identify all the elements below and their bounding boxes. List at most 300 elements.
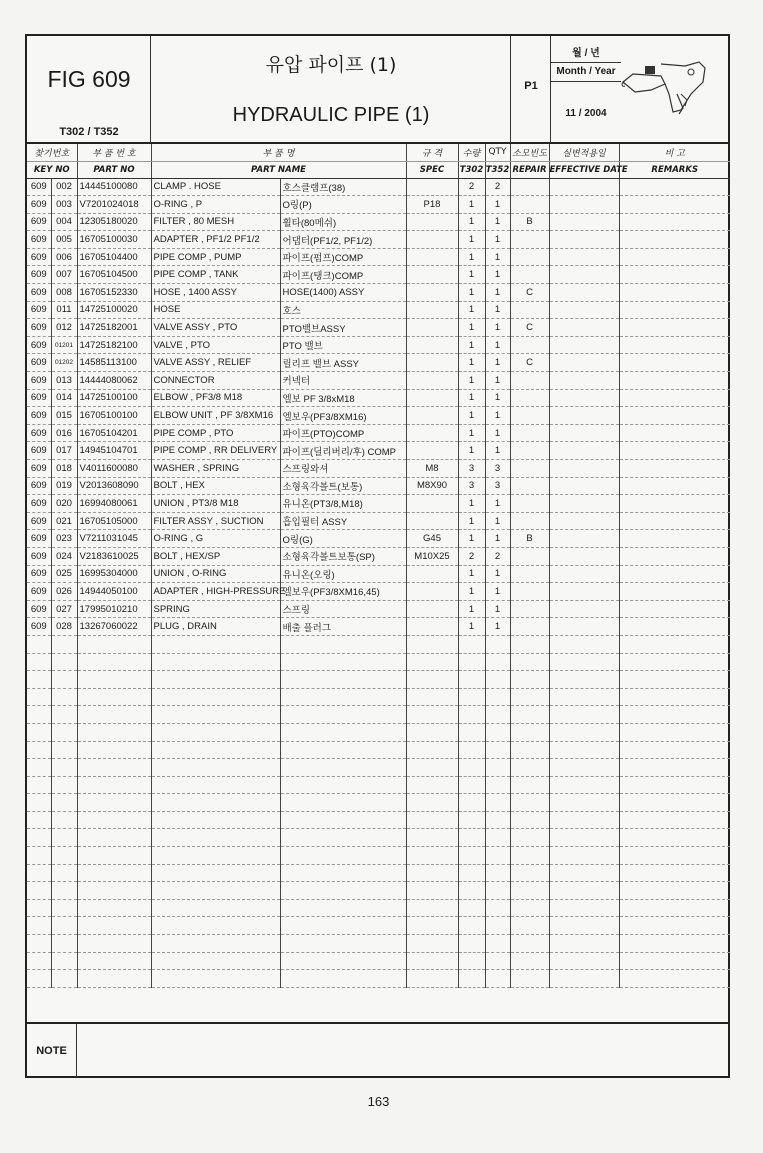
blank-cell [27, 935, 51, 953]
blank-cell [27, 829, 51, 847]
remarks [619, 600, 730, 618]
figure-box [27, 36, 151, 144]
blank-cell [458, 706, 485, 724]
blank-cell [51, 811, 77, 829]
blank-cell [77, 776, 151, 794]
key-prefix: 609 [27, 460, 51, 478]
blank-cell [510, 864, 549, 882]
blank-cell [51, 741, 77, 759]
spec [406, 600, 458, 618]
part-name-ko: 호스 [280, 301, 406, 319]
blank-cell [485, 688, 510, 706]
blank-cell [619, 706, 730, 724]
table-row [27, 530, 730, 548]
blank-cell [151, 811, 280, 829]
col-qty-en: QTY [485, 144, 510, 161]
part-number: 13267060022 [77, 618, 151, 636]
key-number: 018 [51, 460, 77, 478]
effective-date [549, 231, 619, 249]
blank-cell [77, 794, 151, 812]
spec: M8X90 [406, 477, 458, 495]
blank-cell [406, 882, 458, 900]
key-number: 002 [51, 178, 77, 196]
part-number: 14944050100 [77, 583, 151, 601]
note-label: NOTE [27, 1024, 77, 1078]
blank-cell [27, 741, 51, 759]
col-t302: T302 [458, 161, 485, 178]
key-number: 011 [51, 301, 77, 319]
table-row [27, 196, 730, 214]
blank-cell [485, 847, 510, 865]
part-name-en: FILTER , 80 MESH [151, 213, 280, 231]
col-part-no-en: PART NO [77, 161, 151, 178]
blank-cell [619, 970, 730, 988]
blank-cell [280, 811, 406, 829]
effective-date [549, 178, 619, 196]
key-prefix: 609 [27, 319, 51, 337]
blank-cell [280, 794, 406, 812]
blank-row [27, 671, 730, 689]
table-row [27, 213, 730, 231]
qty-t352: 1 [485, 231, 510, 249]
part-number: 14445100080 [77, 178, 151, 196]
remarks [619, 284, 730, 302]
part-name-ko: 릴리프 밸브 ASSY [280, 354, 406, 372]
key-prefix: 609 [27, 565, 51, 583]
blank-cell [549, 917, 619, 935]
blank-cell [280, 723, 406, 741]
part-name-en: WASHER , SPRING [151, 460, 280, 478]
blank-cell [510, 811, 549, 829]
title-korean: 유압 파이프 (1) [265, 54, 397, 76]
qty-t302: 1 [458, 213, 485, 231]
col-spec-en: SPEC [406, 161, 458, 178]
blank-cell [151, 847, 280, 865]
part-name-ko: 커넥터 [280, 372, 406, 390]
blank-cell [151, 917, 280, 935]
qty-t302: 1 [458, 512, 485, 530]
blank-cell [27, 811, 51, 829]
spec [406, 231, 458, 249]
blank-cell [510, 759, 549, 777]
effective-date [549, 319, 619, 337]
blank-cell [27, 759, 51, 777]
part-name-ko: O링(P) [280, 196, 406, 214]
qty-t352: 2 [485, 547, 510, 565]
blank-cell [280, 917, 406, 935]
effective-date [549, 565, 619, 583]
key-prefix: 609 [27, 495, 51, 513]
blank-cell [280, 688, 406, 706]
blank-cell [549, 635, 619, 653]
blank-cell [619, 635, 730, 653]
key-prefix: 609 [27, 477, 51, 495]
qty-t302: 1 [458, 583, 485, 601]
key-number: 01202 [51, 354, 77, 372]
remarks [619, 512, 730, 530]
key-prefix: 609 [27, 336, 51, 354]
effective-date [549, 547, 619, 565]
qty-t302: 1 [458, 442, 485, 460]
qty-t302: 3 [458, 460, 485, 478]
blank-cell [51, 899, 77, 917]
blank-cell [510, 882, 549, 900]
blank-cell [458, 811, 485, 829]
blank-cell [280, 776, 406, 794]
blank-cell [151, 952, 280, 970]
blank-cell [549, 970, 619, 988]
blank-cell [510, 899, 549, 917]
repair [510, 389, 549, 407]
blank-cell [510, 741, 549, 759]
note-box [27, 1022, 730, 1076]
spec: M8 [406, 460, 458, 478]
key-prefix: 609 [27, 407, 51, 425]
table-row [27, 618, 730, 636]
remarks [619, 266, 730, 284]
qty-t302: 1 [458, 301, 485, 319]
key-number: 017 [51, 442, 77, 460]
part-name-ko: 휠타(80메쉬) [280, 213, 406, 231]
table-row [27, 319, 730, 337]
qty-t302: 1 [458, 196, 485, 214]
part-name-ko: HOSE(1400) ASSY [280, 284, 406, 302]
key-number: 008 [51, 284, 77, 302]
blank-row [27, 952, 730, 970]
key-number: 026 [51, 583, 77, 601]
blank-row [27, 776, 730, 794]
part-name-ko: 파이프(탱크)COMP [280, 266, 406, 284]
table-row [27, 547, 730, 565]
blank-cell [406, 847, 458, 865]
part-number: V2013608090 [77, 477, 151, 495]
blank-cell [619, 811, 730, 829]
repair [510, 407, 549, 425]
blank-cell [549, 882, 619, 900]
col-effective-en: EFFECTIVE DATE [549, 161, 619, 178]
remarks [619, 301, 730, 319]
key-prefix: 609 [27, 530, 51, 548]
blank-cell [280, 847, 406, 865]
part-number: 12305180020 [77, 213, 151, 231]
col-t352: T352 [485, 161, 510, 178]
part-name-ko: 흡입필터 ASSY [280, 512, 406, 530]
table-row [27, 460, 730, 478]
blank-row [27, 653, 730, 671]
blank-cell [549, 759, 619, 777]
key-number: 01201 [51, 336, 77, 354]
repair [510, 372, 549, 390]
remarks [619, 213, 730, 231]
blank-cell [27, 776, 51, 794]
blank-cell [151, 899, 280, 917]
key-prefix: 609 [27, 389, 51, 407]
part-name-ko: 어댑터(PF1/2, PF1/2) [280, 231, 406, 249]
blank-cell [458, 952, 485, 970]
key-prefix: 609 [27, 284, 51, 302]
blank-cell [510, 794, 549, 812]
blank-cell [510, 635, 549, 653]
effective-date [549, 618, 619, 636]
qty-t352: 1 [485, 600, 510, 618]
blank-cell [619, 688, 730, 706]
part-name-en: ADAPTER , HIGH-PRESSURE [151, 583, 280, 601]
qty-t302: 1 [458, 530, 485, 548]
blank-cell [280, 671, 406, 689]
blank-cell [51, 935, 77, 953]
blank-cell [549, 723, 619, 741]
key-number: 012 [51, 319, 77, 337]
blank-cell [510, 723, 549, 741]
part-name-en: PIPE COMP , PUMP [151, 248, 280, 266]
part-name-ko: 엘보우(PF3/8XM16,45) [280, 583, 406, 601]
key-prefix: 609 [27, 178, 51, 196]
qty-t352: 1 [485, 301, 510, 319]
spec [406, 618, 458, 636]
blank-cell [151, 635, 280, 653]
remarks [619, 477, 730, 495]
col-key-ko: 찾기번호 [27, 144, 77, 161]
repair [510, 495, 549, 513]
key-number: 004 [51, 213, 77, 231]
blank-cell [77, 935, 151, 953]
effective-date [549, 477, 619, 495]
col-effective-ko: 실변적용일 [549, 144, 619, 161]
blank-row [27, 811, 730, 829]
blank-row [27, 882, 730, 900]
blank-cell [51, 864, 77, 882]
parts-table-body [27, 178, 730, 987]
qty-t302: 1 [458, 389, 485, 407]
qty-t302: 1 [458, 354, 485, 372]
blank-cell [77, 653, 151, 671]
qty-t352: 1 [485, 618, 510, 636]
part-name-ko: 소형육각볼트(보통) [280, 477, 406, 495]
repair [510, 477, 549, 495]
part-number: 14945104701 [77, 442, 151, 460]
spec: G45 [406, 530, 458, 548]
repair: C [510, 284, 549, 302]
part-number: V7211031045 [77, 530, 151, 548]
qty-t302: 1 [458, 495, 485, 513]
blank-cell [619, 653, 730, 671]
spec [406, 512, 458, 530]
blank-row [27, 706, 730, 724]
blank-cell [27, 635, 51, 653]
remarks [619, 407, 730, 425]
blank-row [27, 635, 730, 653]
part-name-en: CONNECTOR [151, 372, 280, 390]
blank-cell [77, 688, 151, 706]
blank-cell [151, 935, 280, 953]
spec [406, 319, 458, 337]
spec [406, 372, 458, 390]
blank-cell [280, 635, 406, 653]
qty-t352: 1 [485, 495, 510, 513]
blank-cell [27, 952, 51, 970]
blank-cell [77, 811, 151, 829]
part-number: V4011600080 [77, 460, 151, 478]
part-name-ko: 엘보 PF 3/8xM18 [280, 389, 406, 407]
table-row [27, 512, 730, 530]
remarks [619, 231, 730, 249]
blank-cell [151, 671, 280, 689]
qty-t352: 1 [485, 213, 510, 231]
blank-row [27, 759, 730, 777]
qty-t352: 3 [485, 477, 510, 495]
col-remarks-ko: 비 고 [619, 144, 730, 161]
blank-cell [510, 688, 549, 706]
blank-cell [406, 899, 458, 917]
blank-cell [77, 829, 151, 847]
key-number: 028 [51, 618, 77, 636]
part-name-en: HOSE , 1400 ASSY [151, 284, 280, 302]
qty-t352: 1 [485, 407, 510, 425]
effective-date [549, 460, 619, 478]
key-number: 019 [51, 477, 77, 495]
blank-cell [485, 671, 510, 689]
key-prefix: 609 [27, 512, 51, 530]
effective-date [549, 512, 619, 530]
qty-t302: 1 [458, 266, 485, 284]
blank-cell [510, 829, 549, 847]
blank-cell [619, 776, 730, 794]
blank-cell [406, 776, 458, 794]
part-number: 16705100100 [77, 407, 151, 425]
blank-cell [27, 847, 51, 865]
part-name-ko: 스프링와셔 [280, 460, 406, 478]
qty-t302: 1 [458, 372, 485, 390]
key-prefix: 609 [27, 583, 51, 601]
spec [406, 442, 458, 460]
remarks [619, 336, 730, 354]
blank-cell [549, 794, 619, 812]
repair: B [510, 530, 549, 548]
blank-cell [77, 759, 151, 777]
date-box [551, 36, 621, 144]
spec [406, 266, 458, 284]
blank-cell [485, 882, 510, 900]
key-prefix: 609 [27, 248, 51, 266]
blank-cell [280, 759, 406, 777]
blank-cell [549, 671, 619, 689]
spec [406, 389, 458, 407]
qty-t352: 1 [485, 284, 510, 302]
blank-cell [619, 847, 730, 865]
date-value: 11 / 2004 [565, 108, 607, 119]
blank-row [27, 829, 730, 847]
part-name-en: ADAPTER , PF1/2 PF1/2 [151, 231, 280, 249]
part-name-ko: 소형육각볼트보통(SP) [280, 547, 406, 565]
part-name-ko: 파이프(딜리버리/후) COMP [280, 442, 406, 460]
part-number: 16705100030 [77, 231, 151, 249]
blank-cell [51, 952, 77, 970]
table-row [27, 266, 730, 284]
effective-date [549, 495, 619, 513]
table-row [27, 407, 730, 425]
blank-cell [485, 776, 510, 794]
qty-t302: 1 [458, 424, 485, 442]
blank-cell [510, 952, 549, 970]
blank-cell [151, 653, 280, 671]
blank-cell [406, 688, 458, 706]
blank-cell [549, 741, 619, 759]
key-prefix: 609 [27, 231, 51, 249]
blank-cell [458, 723, 485, 741]
blank-cell [27, 723, 51, 741]
key-prefix: 609 [27, 424, 51, 442]
remarks [619, 354, 730, 372]
blank-cell [485, 741, 510, 759]
remarks [619, 248, 730, 266]
part-name-ko: 유니온(오링) [280, 565, 406, 583]
sheet-page-number: P1 [524, 80, 538, 92]
spec [406, 213, 458, 231]
repair [510, 231, 549, 249]
blank-row [27, 847, 730, 865]
remarks [619, 319, 730, 337]
key-number: 023 [51, 530, 77, 548]
repair: C [510, 319, 549, 337]
part-name-en: HOSE [151, 301, 280, 319]
key-prefix: 609 [27, 354, 51, 372]
blank-cell [151, 864, 280, 882]
repair [510, 460, 549, 478]
qty-t352: 1 [485, 248, 510, 266]
table-row [27, 178, 730, 196]
spec [406, 424, 458, 442]
qty-t302: 2 [458, 547, 485, 565]
col-qty-ko: 수량 [458, 144, 485, 161]
tractor-logo [621, 36, 730, 144]
repair [510, 266, 549, 284]
title-english: HYDRAULIC PIPE (1) [232, 104, 430, 126]
effective-date [549, 301, 619, 319]
blank-cell [77, 635, 151, 653]
effective-date [549, 583, 619, 601]
blank-cell [458, 759, 485, 777]
part-name-en: PIPE COMP , RR DELIVERY [151, 442, 280, 460]
blank-cell [549, 847, 619, 865]
blank-cell [549, 706, 619, 724]
part-name-en: FILTER ASSY , SUCTION [151, 512, 280, 530]
repair [510, 512, 549, 530]
blank-cell [619, 829, 730, 847]
col-key-en: KEY NO [27, 161, 77, 178]
key-number: 014 [51, 389, 77, 407]
blank-cell [27, 653, 51, 671]
blank-cell [406, 706, 458, 724]
key-number: 027 [51, 600, 77, 618]
qty-t302: 1 [458, 248, 485, 266]
blank-cell [458, 635, 485, 653]
blank-cell [151, 688, 280, 706]
part-name-ko: 파이프(펌프)COMP [280, 248, 406, 266]
remarks [619, 547, 730, 565]
repair [510, 196, 549, 214]
qty-t302: 3 [458, 477, 485, 495]
col-name-en: PART NAME [151, 161, 406, 178]
table-row [27, 248, 730, 266]
table-row [27, 336, 730, 354]
qty-t352: 1 [485, 424, 510, 442]
blank-cell [458, 776, 485, 794]
col-repair-en: REPAIR [510, 161, 549, 178]
part-name-en: UNION , PT3/8 M18 [151, 495, 280, 513]
effective-date [549, 407, 619, 425]
spec [406, 565, 458, 583]
blank-cell [27, 864, 51, 882]
